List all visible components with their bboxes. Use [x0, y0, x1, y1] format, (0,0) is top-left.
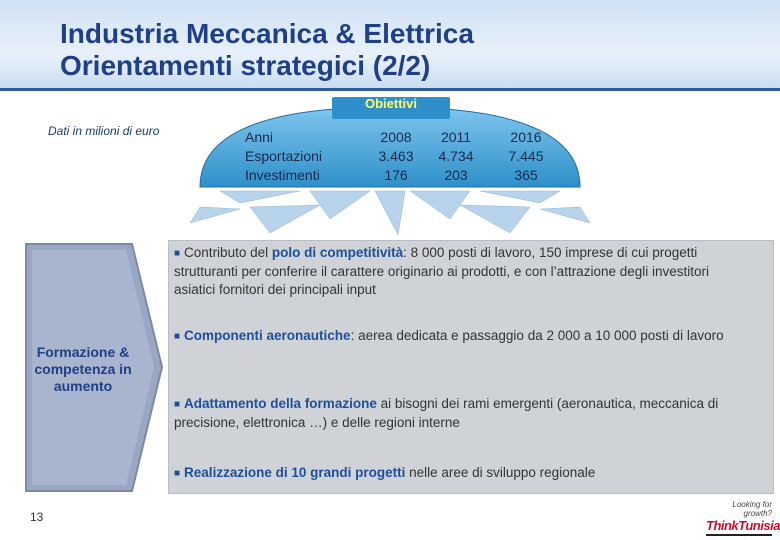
title-line-2: Orientamenti strategici (2/2): [60, 50, 431, 81]
year-cell: 2011: [440, 129, 472, 145]
exports-cell: 4.734: [438, 148, 474, 164]
bullet-bold: Componenti aeronautiche: [184, 328, 351, 343]
objectives-label: Obiettivi: [364, 96, 417, 111]
investments-cell: 176: [384, 167, 408, 183]
bullet-text-post: ai bisogni dei rami emergenti (aeronautica, meccanica di precisione, elettronica …) e delle regioni interne: [174, 396, 719, 430]
bullet-marker-icon: ■: [174, 248, 181, 259]
bullet-bold: Adattamento della formazione: [184, 396, 377, 411]
bullet-text-post: : 8 000 posti di lavoro, 150 imprese di cui progetti strutturanti per conferire il carattere originario ai prodotti, e con l’attrazione degli investitori asiatici fornitori dei principali input: [174, 245, 710, 297]
table-column-2016: [501, 128, 551, 185]
year-cell: 2016: [510, 129, 542, 145]
logo-brand: ThinkTunisia: [706, 518, 780, 533]
bullet-2: [174, 327, 754, 346]
logo-tagline: Looking for growth?: [732, 500, 772, 518]
label-investments: Investimenti: [245, 167, 320, 183]
bullet-text-post: : aerea dedicata e passaggio da 2 000 a 10 000 posti di lavoro: [350, 328, 724, 343]
label-years: Anni: [245, 129, 274, 145]
table-row-labels: [245, 128, 322, 185]
label-exports: Esportazioni: [245, 148, 323, 164]
bullet-text-pre: Contributo del: [184, 245, 272, 260]
bullet-bold: polo di competitività: [271, 245, 404, 260]
title-line-1: Industria Meccanica & Elettrica: [60, 18, 474, 49]
chevron-label: Formazione & competenza in aumento: [34, 344, 132, 394]
bullet-1: [174, 244, 754, 299]
bullet-4: [174, 464, 754, 483]
page-number: 13: [30, 510, 44, 524]
bullet-text-post: nelle aree di sviluppo regionale: [405, 465, 596, 480]
table-column-2008: [371, 128, 421, 185]
investments-cell: 203: [444, 167, 468, 183]
bullet-3: [174, 395, 754, 432]
page-title: [60, 18, 474, 82]
think-tunisia-logo: [706, 500, 780, 536]
bullet-marker-icon: ■: [174, 468, 181, 479]
exports-cell: 7.445: [508, 148, 544, 164]
bullet-marker-icon: ■: [174, 331, 181, 342]
bullet-bold: Realizzazione di 10 grandi progetti: [184, 465, 406, 480]
table-column-2011: [431, 128, 481, 185]
exports-cell: 3.463: [378, 148, 414, 164]
bullet-marker-icon: ■: [174, 399, 181, 410]
logo-underline: [706, 534, 772, 536]
units-note: Dati in milioni di euro: [48, 124, 160, 138]
investments-cell: 365: [514, 167, 538, 183]
year-cell: 2008: [380, 129, 412, 145]
header-divider: [0, 88, 780, 91]
